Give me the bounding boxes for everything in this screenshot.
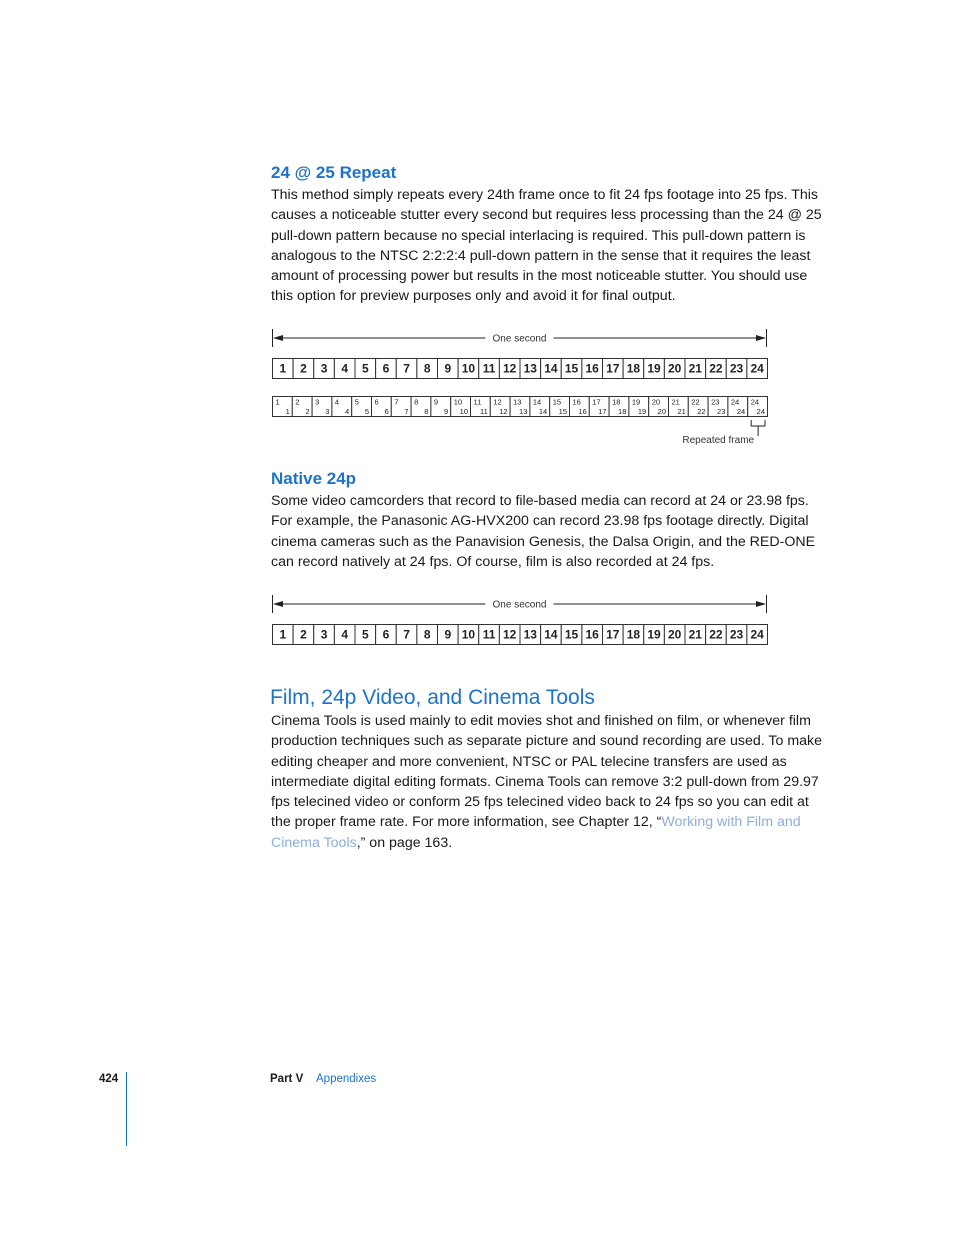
section-body-film [271,711,827,853]
field-bottom-number: 21 [677,407,686,416]
frame-number: 13 [523,627,537,642]
field-bottom-number: 2 [305,407,310,416]
frame-number: 22 [709,361,723,376]
frame-number: 9 [444,361,452,376]
frame-number: 9 [444,627,452,642]
frame-number: 3 [320,361,328,376]
frame-number: 17 [606,627,620,642]
page-number: 424 [99,1073,119,1085]
field-top-number: 4 [334,397,340,407]
frame-number: 18 [626,361,641,376]
frame-number: 7 [403,627,410,642]
frame-number: 7 [403,361,410,376]
footer-divider [126,1072,127,1146]
footer-part-label: Part V [270,1073,304,1085]
section-heading-repeat: 24 @ 25 Repeat [271,163,397,182]
diagram-repeat-svg [270,328,770,452]
field-bottom-number: 15 [558,407,567,416]
field-top-number: 24 [730,397,740,407]
field-bottom-number: 23 [717,407,726,416]
frame-number: 20 [668,627,682,642]
frame-number: 12 [503,627,517,642]
field-top-number: 21 [671,397,680,407]
frame-number: 24 [750,361,764,376]
frame-number: 3 [320,627,328,642]
frame-number: 14 [544,627,558,642]
field-top-number: 11 [473,397,482,407]
field-bottom-number: 9 [444,407,449,416]
diagram-native-24p [270,594,770,648]
field-top-number: 3 [315,397,320,407]
field-top-number: 9 [433,397,439,407]
frame-number: 17 [606,361,620,376]
field-top-number: 6 [374,397,379,407]
section-body-native: Some video camcorders that record to file-based media can record at 24 or 23.98 fps. For example, the Panasonic AG-HVX200 can record 23.98 fps footage directly. Digital cinema cameras such as the Panavision Genesis, the Dalsa Origin, and the RED-ONE can record natively at 24 fps. Of course, film is also recorded at 24 fps. [271,493,816,570]
frame-number: 1 [279,361,287,376]
field-top-number: 22 [691,397,700,407]
field-bottom-number: 3 [325,407,330,416]
film-body-text: Cinema Tools is used mainly to edit movies shot and finished on film, or whenever film production techniques such as separate picture and sound recording are used. To make editing cheaper and more convenient, NTSC or PAL telecine transfers are used as intermediate digital editing formats. Cinema Tools can remove 3:2 pull-down from 29.97 fps telecined video or conform 25 fps telecined video back to 24 fps so you can edit at the proper frame rate. For more information, see Chapter 12, “ [271,713,823,831]
field-top-number: 1 [275,397,280,407]
frame-number: 2 [300,361,307,376]
field-top-number: 20 [651,397,661,407]
frame-number: 5 [361,627,369,642]
frame-number: 19 [647,361,661,376]
frame-number: 18 [626,627,641,642]
span-arrowhead-right [756,335,766,341]
field-top-number: 19 [631,397,641,407]
field-bottom-number: 8 [424,407,429,416]
frame-number: 15 [564,361,579,376]
frame-number: 14 [544,361,558,376]
field-bottom-number: 7 [404,407,409,416]
frame-number: 23 [729,627,744,642]
frame-number: 6 [382,361,390,376]
frame-number: 15 [564,627,579,642]
frame-number: 16 [585,627,599,642]
field-bottom-number: 5 [364,407,369,416]
span-label: One second [492,333,547,345]
frame-number: 11 [482,627,496,642]
field-bottom-number: 22 [697,407,706,416]
frame-number: 4 [341,361,349,376]
repeated-frame-label: Repeated frame [682,435,755,446]
span-arrowhead-left [273,335,283,341]
footer-section-link[interactable]: Appendixes [316,1073,377,1085]
repeated-frame-bracket [751,420,765,426]
field-bottom-number: 10 [459,407,468,416]
field-bottom-number: 19 [637,407,647,416]
field-bottom-number: 1 [285,407,290,416]
field-top-number: 13 [513,397,522,407]
frame-number: 13 [523,361,537,376]
film-body-tail: ,” on page 163. [356,834,453,851]
frame-number: 6 [382,627,390,642]
span-arrowhead-right [756,601,766,607]
frame-number: 20 [668,361,682,376]
frame-number: 21 [688,627,702,642]
section-heading-native: Native 24p [271,469,357,488]
frame-number: 10 [461,361,476,376]
frame-number: 10 [461,627,476,642]
field-bottom-number: 24 [756,407,765,416]
frame-number: 8 [423,361,431,376]
frame-number: 8 [423,627,431,642]
field-bottom-number: 24 [736,407,746,416]
frame-number: 11 [482,361,496,376]
field-top-number: 14 [532,397,542,407]
field-top-number: 18 [612,397,621,407]
frame-number: 23 [729,361,744,376]
frame-number: 2 [300,627,307,642]
frame-number: 16 [585,361,599,376]
field-bottom-number: 17 [598,407,607,416]
field-bottom-number: 14 [538,407,548,416]
diagram-24-at-25-repeat [270,328,770,452]
frame-number: 24 [750,627,764,642]
chapter-link[interactable]: Working with Film and Cinema Tools [271,814,801,851]
frame-number: 1 [279,627,287,642]
frame-number: 12 [503,361,517,376]
frame-number: 4 [341,627,349,642]
field-top-number: 7 [394,397,399,407]
field-bottom-number: 11 [480,407,488,416]
field-top-number: 23 [711,397,720,407]
field-bottom-number: 18 [618,407,627,416]
span-arrowhead-left [273,601,283,607]
field-bottom-number: 20 [657,407,666,416]
frame-number: 22 [709,627,723,642]
span-label: One second [492,599,547,611]
frame-number: 19 [647,627,661,642]
section-body-repeat: This method simply repeats every 24th frame once to fit 24 fps footage into 25 fps. This causes a noticeable stutter every second but requires less processing than the 24 @ 25 pull-down pattern because no special interlacing is required. This pull-down pattern is analogous to the NTSC 2:2:2:4 pull-down pattern in the sense that it requires the least amount of processing power but results in the most noticeable stutter. You should use this option for preview purposes only and avoid it for final output. [271,187,822,305]
field-top-number: 16 [572,397,581,407]
field-top-number: 12 [493,397,502,407]
frame-number: 5 [361,361,369,376]
field-bottom-number: 13 [519,407,528,416]
field-bottom-number: 4 [345,407,350,416]
field-top-number: 17 [592,397,601,407]
frame-number: 21 [688,361,702,376]
field-top-number: 5 [354,397,359,407]
field-bottom-number: 16 [578,407,587,416]
field-top-number: 2 [295,397,300,407]
field-top-number: 10 [453,397,463,407]
chapter-heading-film: Film, 24p Video, and Cinema Tools [270,686,595,709]
field-top-number: 8 [414,397,419,407]
field-bottom-number: 6 [384,407,389,416]
field-bottom-number: 12 [499,407,508,416]
field-top-number: 24 [750,397,760,407]
field-top-number: 15 [552,397,562,407]
diagram-native-svg [270,594,770,648]
